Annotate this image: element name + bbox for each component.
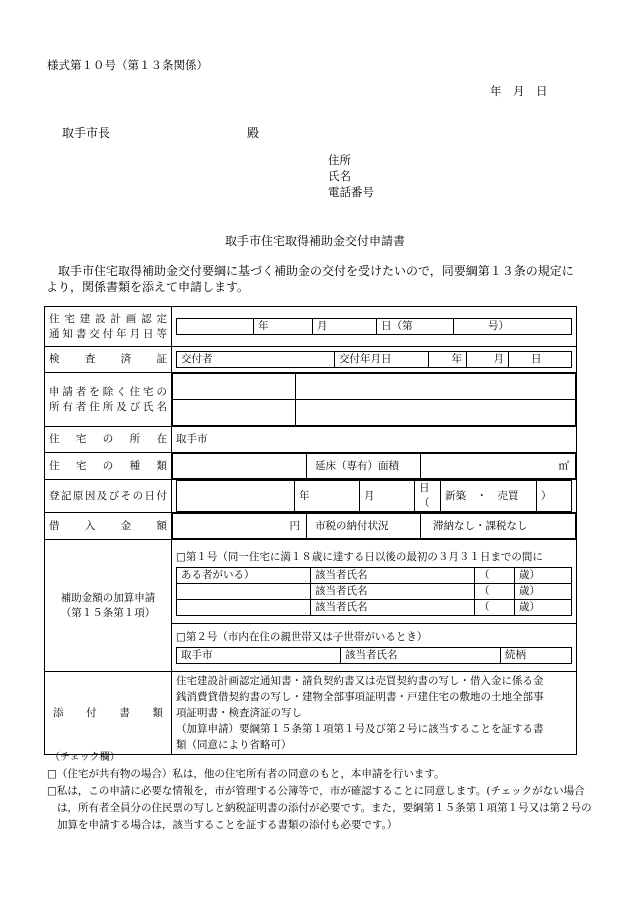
submission-date: 年 月 日	[490, 84, 548, 98]
attachments-label: 添付書類	[45, 672, 172, 755]
location-label: 住宅の所在	[45, 427, 172, 453]
additional-application-label: 補助金額の加算申請 （第１５条第１項）	[45, 540, 172, 672]
additional-application-value[interactable]	[172, 540, 577, 672]
house-type-value[interactable]: 延床（専有）面積 ㎡	[172, 453, 577, 480]
name-label: 氏名	[328, 169, 351, 183]
inspection-label: 検査済証	[45, 347, 172, 373]
intro-paragraph: 取手市住宅取得補助金交付要綱に基づく補助金の交付を受けたいので，同要綱第１３条の規定により，関係書類を添えて申請します。	[46, 264, 574, 294]
registration-value[interactable]: 年 月 日（ 新築 ・ 売買 ）	[172, 480, 577, 513]
row-other-owners	[45, 373, 577, 427]
row-attachments	[45, 672, 577, 755]
phone-label: 電話番号	[328, 185, 374, 199]
application-table	[44, 306, 577, 755]
addressee: 取手市長	[62, 126, 111, 140]
row-additional-application	[45, 540, 577, 672]
row-location	[45, 427, 577, 453]
document-title: 取手市住宅取得補助金交付申請書	[224, 234, 405, 248]
loan-label: 借入金額	[45, 513, 172, 540]
inspection-value[interactable]: 交付者 交付年月日 年 月 日	[172, 347, 577, 373]
applicant-info	[328, 152, 374, 200]
row-registration	[45, 480, 577, 513]
location-value[interactable]: 取手市	[172, 427, 577, 453]
option1-checkbox[interactable]: □第１号（同一住宅に満１８歳に達する日以後の最初の３月３１日までの間に	[176, 550, 543, 563]
form-number: 様式第１０号（第１３条関係）	[47, 58, 208, 72]
option2-checkbox[interactable]: □第２号（市内在住の親世帯又は子世帯がいるとき）	[176, 630, 428, 643]
other-owners-label: 申請者を除く住宅の 所有者住所及び氏名	[45, 373, 172, 427]
plan-certification-value[interactable]: 年 月 日（第 号）	[172, 307, 577, 347]
plan-certification-label: 住宅建設計画認定 通知書交付年月日等	[45, 307, 172, 347]
other-owners-value[interactable]	[172, 373, 577, 427]
honorific: 殿	[247, 126, 260, 140]
option1-block: □第１号（同一住宅に満１８歳に達する日以後の最初の３月３１日までの間に ある者がいる） 該当者氏名 （ 歳） 該当者氏名 （ 歳） 該当者氏名 （ 歳）	[172, 545, 576, 624]
row-inspection	[45, 347, 577, 373]
registration-label: 登記原因及びその日付	[45, 480, 172, 513]
check-heading: （チェック欄）	[50, 752, 120, 763]
row-plan-certification	[45, 307, 577, 347]
check-item-consent[interactable]: □私は，この申請に必要な情報を，市が管理する公簿等で，市が確認することに同意します。(チェックがない場合は，所有者全員分の住民票の写しと納税証明書の添付が必要です。また，要綱第１５条第１項第１号又は第２号の加算を申請する場合は，該当することを証する書類の添付も必要です。）	[47, 785, 592, 831]
house-type-label: 住宅の種類	[45, 453, 172, 480]
attachments-value: 住宅建設計画認定通知書・請負契約書又は売買契約書の写し・借入金に係る金 銭消費貸借契約書の写し・建物全部事項証明書・戸建住宅の敷地の土地全部事 項証明書・検査済証の写し （加算申請）要綱第１５条第１項第１号及び第２号に該当することを証する書 類（同意により省略可）	[172, 672, 577, 755]
row-house-type	[45, 453, 577, 480]
option2-block: □第２号（市内在住の親世帯又は子世帯がいるとき） 取手市 該当者氏名 続柄	[172, 624, 576, 667]
check-item-shared-ownership[interactable]: □（住宅が共有物の場合）私は，他の住宅所有者の同意のもと，本申請を行います。	[47, 768, 445, 780]
loan-value[interactable]: 円 市税の納付状況 滞納なし・課税なし	[172, 513, 577, 540]
address-label: 住所	[328, 153, 351, 167]
row-loan	[45, 513, 577, 540]
